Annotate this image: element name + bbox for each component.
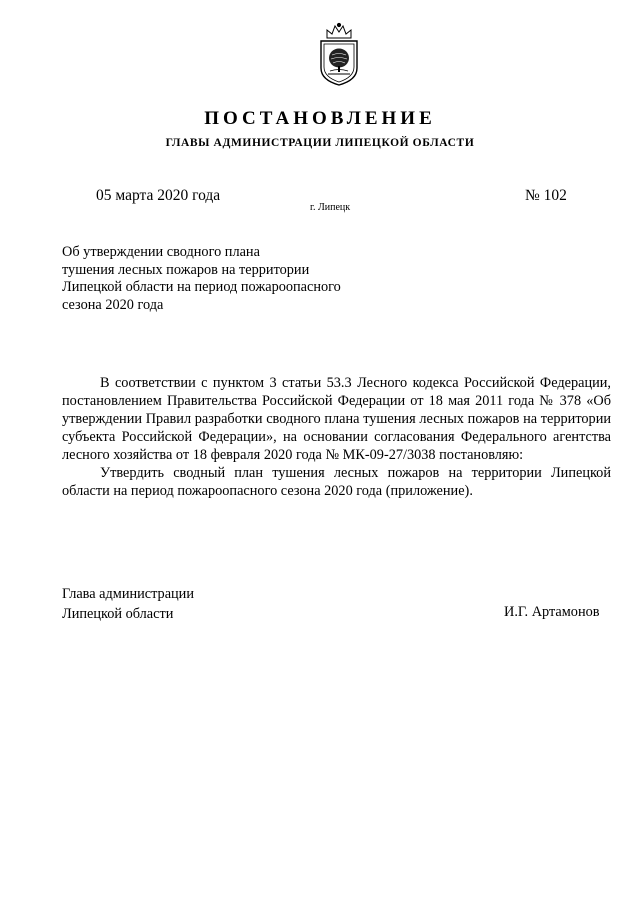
document-date: 05 марта 2020 года	[96, 187, 221, 204]
document-subtitle: ГЛАВЫ АДМИНИСТРАЦИИ ЛИПЕЦКОЙ ОБЛАСТИ	[165, 137, 475, 149]
signature-position	[62, 584, 194, 624]
document-subject	[62, 244, 341, 314]
signature-title-line: Липецкой области	[62, 606, 174, 622]
document-number: № 102	[525, 187, 567, 204]
subject-line: Об утверждении сводного плана	[62, 244, 260, 260]
body-paragraph: Утвердить сводный план тушения лесных пожаров на территории Липецкой области на период пожароопасного сезона 2020 года (приложение).	[62, 465, 611, 499]
signature-title-line: Глава администрации	[62, 586, 194, 602]
subject-line: сезона 2020 года	[62, 296, 164, 313]
body-paragraph: В соответствии с пунктом 3 статьи 53.3 Лесного кодекса Российской Федерации, постановлением Правительства Российской Федерации от 18 мая 2011 года № 378 «Об утверждении Правил разработки сводного плана тушения лесных пожаров на территории субъекта Российской Федерации», на основании согласования Федерального агентства лесного хозяйства от 18 февраля 2020 года № МК-09-27/3038 постановляю:	[62, 375, 611, 463]
document-title: ПОСТАНОВЛЕНИЕ	[204, 108, 436, 129]
document-body	[62, 374, 611, 500]
signature-name: И.Г. Артамонов	[504, 604, 600, 620]
document-city: г. Липецк	[310, 202, 351, 213]
subject-line: тушения лесных пожаров на территории	[62, 261, 310, 278]
subject-line: Липецкой области на период пожароопасного	[62, 279, 341, 295]
coat-of-arms-emblem	[318, 22, 360, 88]
